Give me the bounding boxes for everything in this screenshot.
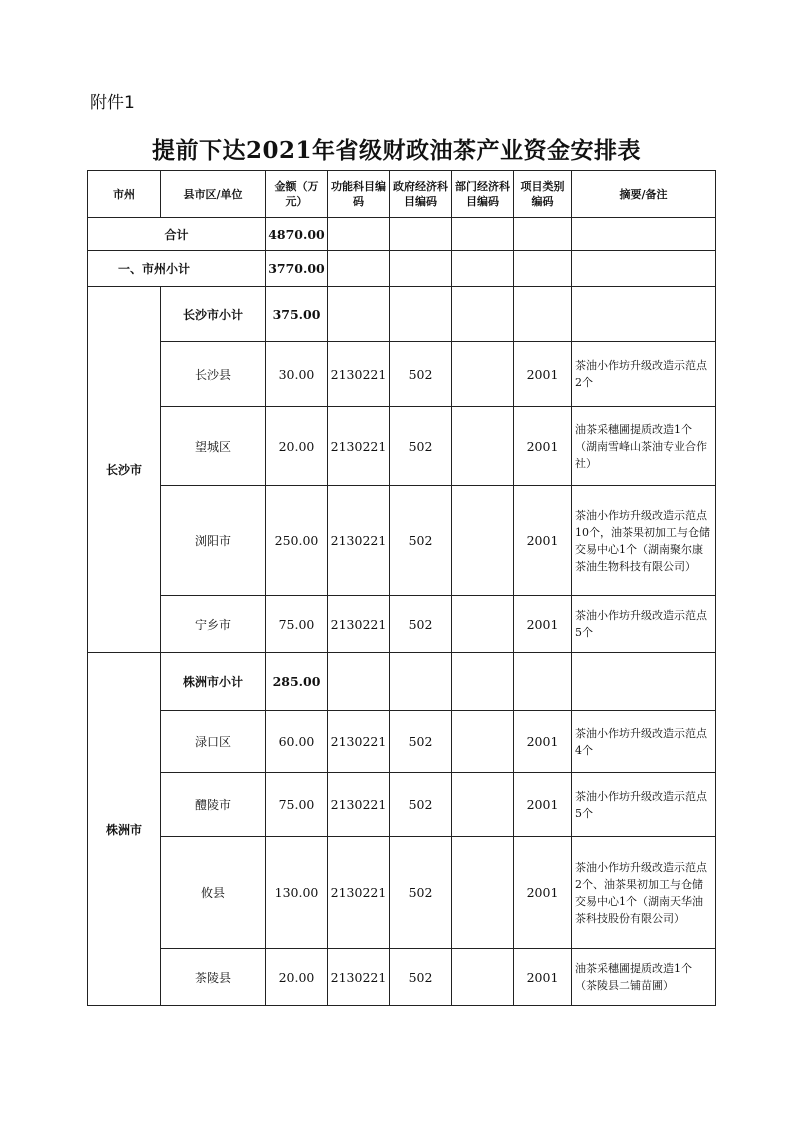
subtotal-label: 株洲市小计: [161, 653, 266, 711]
header-func-code: 功能科目编码: [328, 171, 390, 218]
amount: 30.00: [266, 342, 328, 407]
allocation-table: [87, 170, 716, 1006]
note: 茶油小作坊升级改造示范点5个: [572, 596, 716, 653]
total-row: [88, 218, 716, 251]
proj-code: 2001: [514, 773, 572, 837]
table-row: [88, 486, 716, 596]
dept-code: [452, 486, 514, 596]
proj-code: 2001: [514, 837, 572, 949]
func-code: 2130221: [328, 949, 390, 1006]
note: 油茶采穗圃提质改造1个（茶陵县二铺苗圃）: [572, 949, 716, 1006]
table-row: [88, 596, 716, 653]
dept-code: [452, 596, 514, 653]
table-row: [88, 711, 716, 773]
proj-code: 2001: [514, 711, 572, 773]
header-row: [88, 171, 716, 218]
dept-code: [452, 837, 514, 949]
note: 茶油小作坊升级改造示范点2个: [572, 342, 716, 407]
proj-code: 2001: [514, 407, 572, 486]
proj-code: 2001: [514, 596, 572, 653]
total-label: 合计: [88, 218, 266, 251]
amount: 75.00: [266, 773, 328, 837]
city-name-changsha: 长沙市: [88, 287, 161, 653]
amount: 75.00: [266, 596, 328, 653]
func-code: 2130221: [328, 407, 390, 486]
dept-code: [452, 949, 514, 1006]
func-code: 2130221: [328, 837, 390, 949]
proj-code: 2001: [514, 486, 572, 596]
county-name: 宁乡市: [161, 596, 266, 653]
city-subtotal-amount: 3770.00: [266, 251, 328, 287]
subtotal-label: 长沙市小计: [161, 287, 266, 342]
gov-code: 502: [390, 949, 452, 1006]
header-gov-code: 政府经济科目编码: [390, 171, 452, 218]
subtotal-amount: 285.00: [266, 653, 328, 711]
city-subtotal-label: 一、市州小计: [88, 251, 266, 287]
func-code: 2130221: [328, 342, 390, 407]
subtotal-amount: 375.00: [266, 287, 328, 342]
header-amount: 金额（万元）: [266, 171, 328, 218]
county-name: 浏阳市: [161, 486, 266, 596]
proj-code: 2001: [514, 342, 572, 407]
gov-code: 502: [390, 596, 452, 653]
table-row: [88, 773, 716, 837]
county-name: 攸县: [161, 837, 266, 949]
note: 茶油小作坊升级改造示范点4个: [572, 711, 716, 773]
attachment-label: 附件1: [90, 93, 135, 113]
proj-code: 2001: [514, 949, 572, 1006]
header-dept-code: 部门经济科目编码: [452, 171, 514, 218]
table-row: [88, 949, 716, 1006]
document-title: 提前下达2021年省级财政油茶产业资金安排表: [151, 137, 641, 164]
header-county: 县市区/单位: [161, 171, 266, 218]
table-row: [88, 287, 716, 342]
header-note: 摘要/备注: [572, 171, 716, 218]
table-row: [88, 342, 716, 407]
gov-code: 502: [390, 342, 452, 407]
county-name: 长沙县: [161, 342, 266, 407]
city-name-zhuzhou: 株洲市: [88, 653, 161, 1006]
header-proj-code: 项目类别编码: [514, 171, 572, 218]
note: 茶油小作坊升级改造示范点2个、油茶果初加工与仓储交易中心1个（湖南天华油茶科技股份有限公司）: [572, 837, 716, 949]
city-subtotal-row: [88, 251, 716, 287]
gov-code: 502: [390, 837, 452, 949]
amount: 20.00: [266, 407, 328, 486]
total-amount: 4870.00: [266, 218, 328, 251]
table-row: [88, 407, 716, 486]
gov-code: 502: [390, 407, 452, 486]
dept-code: [452, 407, 514, 486]
func-code: 2130221: [328, 596, 390, 653]
gov-code: 502: [390, 486, 452, 596]
county-name: 茶陵县: [161, 949, 266, 1006]
note: 茶油小作坊升级改造示范点10个，油茶果初加工与仓储交易中心1个（湖南聚尔康茶油生物科技有限公司）: [572, 486, 716, 596]
amount: 60.00: [266, 711, 328, 773]
county-name: 望城区: [161, 407, 266, 486]
dept-code: [452, 342, 514, 407]
func-code: 2130221: [328, 486, 390, 596]
county-name: 醴陵市: [161, 773, 266, 837]
county-name: 渌口区: [161, 711, 266, 773]
dept-code: [452, 711, 514, 773]
note: 茶油小作坊升级改造示范点5个: [572, 773, 716, 837]
func-code: 2130221: [328, 711, 390, 773]
gov-code: 502: [390, 773, 452, 837]
header-city: 市州: [88, 171, 161, 218]
note: 油茶采穗圃提质改造1个（湖南雪峰山茶油专业合作社）: [572, 407, 716, 486]
amount: 250.00: [266, 486, 328, 596]
table-row: [88, 653, 716, 711]
amount: 130.00: [266, 837, 328, 949]
table-row: [88, 837, 716, 949]
gov-code: 502: [390, 711, 452, 773]
dept-code: [452, 773, 514, 837]
func-code: 2130221: [328, 773, 390, 837]
amount: 20.00: [266, 949, 328, 1006]
